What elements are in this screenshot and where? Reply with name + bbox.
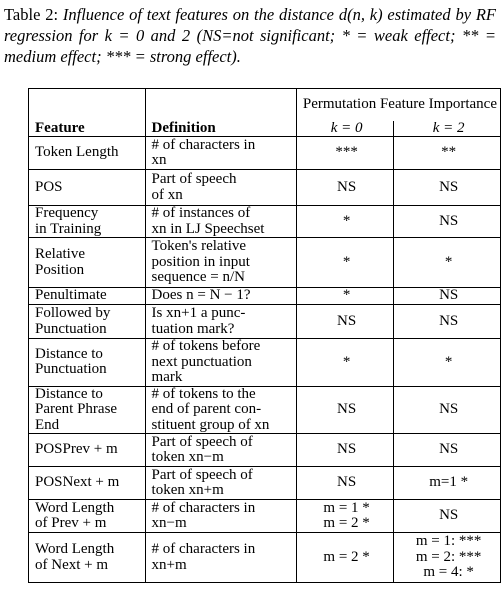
table-row <box>29 386 501 434</box>
k2-cell <box>394 238 501 288</box>
k0-line: m = 2 * <box>323 515 370 531</box>
feature-line: POSNext + m <box>35 474 120 491</box>
k0-cell <box>296 288 393 305</box>
feature-line: End <box>35 416 60 433</box>
definition-line: Part of speech of <box>151 466 253 483</box>
k2-line: NS <box>439 401 459 417</box>
k0-line: * <box>342 253 351 270</box>
definition-cell <box>145 170 296 206</box>
definition-cell <box>145 137 296 170</box>
feature-line: Distance to <box>35 345 103 362</box>
feature-cell <box>29 170 146 206</box>
k2-line: * <box>444 253 453 270</box>
table-row <box>29 288 501 305</box>
k0-cell <box>296 170 393 206</box>
definition-line: sequence = n/N <box>151 269 245 286</box>
definition-line: Token's relative <box>151 238 247 255</box>
col-header-k2: k = 2 <box>394 121 501 137</box>
table-row <box>29 500 501 533</box>
k2-cell <box>394 434 501 467</box>
feature-line: Word Length <box>35 541 115 557</box>
definition-line: stituent group of xn <box>151 416 270 433</box>
definition-cell <box>145 467 296 500</box>
column-header-row <box>29 121 501 137</box>
feature-line: Token Length <box>35 144 119 161</box>
definition-line: Is xn+1 a punc- <box>151 305 246 321</box>
k0-line: * <box>342 212 351 229</box>
table-row <box>29 434 501 467</box>
k2-cell <box>394 170 501 206</box>
feature-cell <box>29 238 146 288</box>
feature-line: POS <box>35 178 63 195</box>
definition-cell <box>145 533 296 583</box>
col-header-definition: Definition <box>145 121 296 137</box>
table-row <box>29 238 501 288</box>
definition-line: # of characters in <box>151 136 256 153</box>
definition-line: Part of speech <box>151 171 237 187</box>
feature-line: Word Length <box>35 499 115 516</box>
table-row <box>29 206 501 238</box>
k2-line: ** <box>441 144 457 161</box>
k2-cell <box>394 467 501 500</box>
group-header: Permutation Feature Importance <box>296 89 500 121</box>
col-header-feature: Feature <box>29 121 146 137</box>
feature-line: of Prev + m <box>35 515 107 531</box>
table-row <box>29 137 501 170</box>
k2-cell <box>394 206 501 238</box>
k0-cell <box>296 500 393 533</box>
definition-line: xn in LJ Speechset <box>151 220 265 237</box>
feature-cell <box>29 467 146 500</box>
k2-line: m = 1: *** <box>415 533 482 550</box>
caption-label: Table 2: <box>4 5 59 24</box>
feature-cell <box>29 206 146 238</box>
k2-cell <box>394 137 501 170</box>
definition-line: xn−m <box>151 515 187 531</box>
feature-line: Penultimate <box>35 287 107 304</box>
k0-line: * <box>342 287 351 304</box>
k2-cell <box>394 339 501 387</box>
table-row <box>29 305 501 339</box>
k2-cell <box>394 305 501 339</box>
k0-line: * <box>342 353 351 370</box>
k0-cell <box>296 339 393 387</box>
feature-line: Relative <box>35 246 85 262</box>
feature-line: Punctuation <box>35 361 107 378</box>
definition-cell <box>145 238 296 288</box>
feature-line: Distance to <box>35 386 103 402</box>
feature-cell <box>29 305 146 339</box>
feature-line: Frequency <box>35 205 99 221</box>
k2-line: NS <box>439 178 459 195</box>
k2-line: NS <box>439 507 459 524</box>
definition-cell <box>145 339 296 387</box>
k0-cell <box>296 533 393 583</box>
feature-line: POSPrev + m <box>35 441 118 458</box>
k0-line: NS <box>337 178 357 195</box>
feature-cell <box>29 434 146 467</box>
k2-cell <box>394 500 501 533</box>
k2-line: m = 2: *** <box>415 548 482 565</box>
k2-line: m=1 * <box>429 474 469 491</box>
caption-text: Influence of text features on the distance d(n, k) estimated by RF regression for k = 0 and 2 (NS=not significant; * = weak effect; ** = medium effect; *** = strong effect). <box>4 5 496 66</box>
k2-cell <box>394 533 501 583</box>
feature-cell <box>29 137 146 170</box>
group-header-row <box>29 89 501 121</box>
feature-cell <box>29 386 146 434</box>
definition-line: # of characters in <box>151 541 256 557</box>
definition-line: end of parent con- <box>151 401 262 417</box>
feature-cell <box>29 339 146 387</box>
k2-line: m = 4: * <box>423 564 474 581</box>
feature-line: Punctuation <box>35 320 107 337</box>
k2-cell <box>394 288 501 305</box>
definition-line: Part of speech of <box>151 433 253 450</box>
definition-line: token xn−m <box>151 449 224 465</box>
definition-cell <box>145 305 296 339</box>
k0-line: m = 1 * <box>323 499 370 516</box>
k2-line: NS <box>439 212 459 229</box>
table-row <box>29 467 501 500</box>
feature-cell <box>29 500 146 533</box>
definition-line: token xn+m <box>151 482 224 498</box>
k0-cell <box>296 467 393 500</box>
k0-cell <box>296 386 393 434</box>
k0-cell <box>296 238 393 288</box>
definition-line: tuation mark? <box>151 320 235 337</box>
definition-line: # of characters in <box>151 499 256 516</box>
definition-line: xn+m <box>151 556 187 573</box>
table-row <box>29 339 501 387</box>
k0-cell <box>296 206 393 238</box>
k0-cell <box>296 137 393 170</box>
k2-line: * <box>444 353 453 370</box>
k0-line: NS <box>337 401 357 417</box>
k2-line: NS <box>439 312 459 329</box>
feature-cell <box>29 533 146 583</box>
feature-line: Followed by <box>35 305 111 321</box>
definition-cell <box>145 206 296 238</box>
k2-line: NS <box>439 441 459 458</box>
feature-line: in Training <box>35 220 102 237</box>
table-caption <box>4 4 496 67</box>
feature-importance-table <box>28 88 501 583</box>
k0-line: m = 2 * <box>323 548 370 565</box>
definition-cell <box>145 386 296 434</box>
k0-line: NS <box>337 312 357 329</box>
feature-line: Position <box>35 261 85 278</box>
k0-cell <box>296 434 393 467</box>
k0-line: *** <box>335 144 358 161</box>
feature-line: Parent Phrase <box>35 401 118 417</box>
definition-cell <box>145 288 296 305</box>
k2-line: NS <box>439 287 459 304</box>
k0-line: NS <box>337 474 357 491</box>
definition-line: mark <box>151 369 183 385</box>
k0-cell <box>296 305 393 339</box>
k2-cell <box>394 386 501 434</box>
table-row <box>29 170 501 206</box>
definition-line: # of tokens to the <box>151 386 256 402</box>
col-header-k0: k = 0 <box>296 121 393 137</box>
definition-line: of xn <box>151 186 183 203</box>
feature-cell <box>29 288 146 305</box>
definition-line: # of tokens before <box>151 338 261 354</box>
feature-line: of Next + m <box>35 556 109 573</box>
k0-line: NS <box>337 441 357 458</box>
definition-cell <box>145 434 296 467</box>
definition-line: # of instances of <box>151 205 251 221</box>
definition-line: Does n = N − 1? <box>151 287 251 304</box>
definition-cell <box>145 500 296 533</box>
definition-line: position in input <box>151 253 250 270</box>
definition-line: next punctuation <box>151 353 252 370</box>
table-row <box>29 533 501 583</box>
definition-line: xn <box>151 152 167 168</box>
